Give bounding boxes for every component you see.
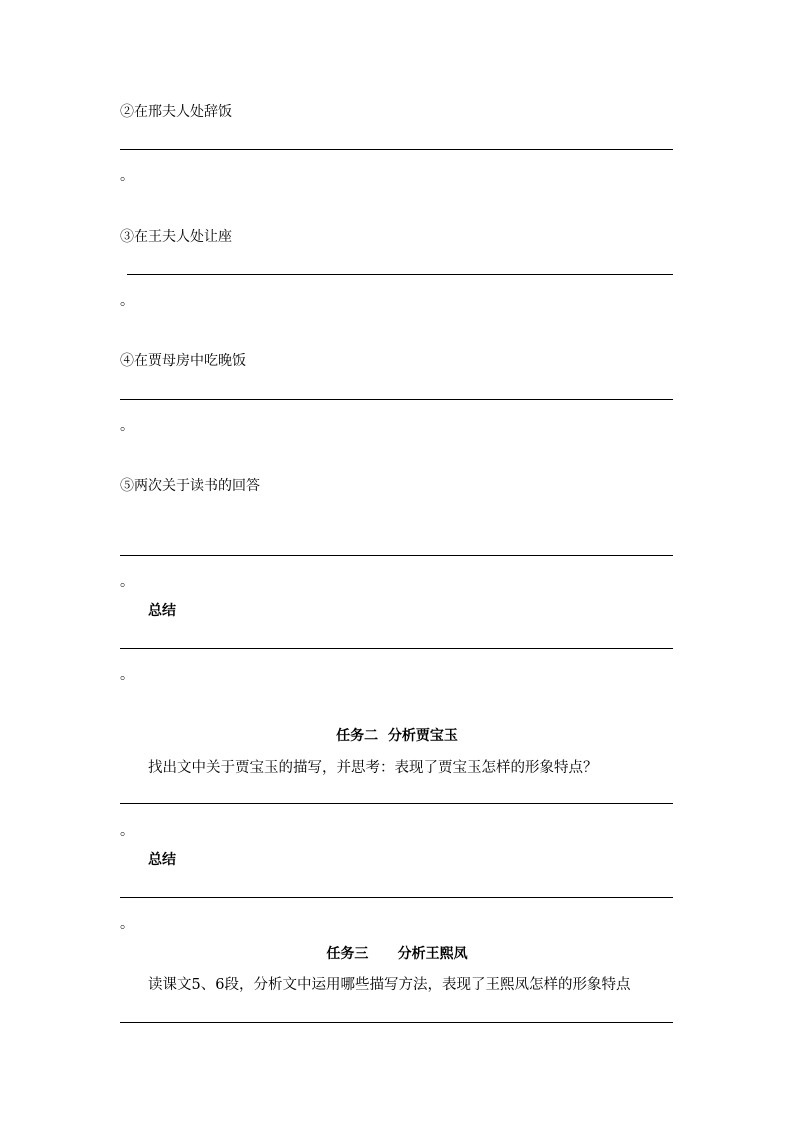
task2-title: 任务二 分析贾宝玉	[336, 728, 458, 744]
period-mark-3: 。	[120, 293, 134, 309]
task2-summary-period: 。	[120, 916, 134, 932]
task2-summary-label: 总结	[148, 852, 176, 868]
answer-line-5[interactable]	[120, 555, 673, 556]
task3-instruction: 读课文5、6段，分析文中运用哪些描写方法，表现了王熙凤怎样的形象特点	[148, 977, 631, 993]
item-label-2: ②在邢夫人处辞饭	[120, 104, 232, 120]
item-label-5: ⑤两次关于读书的回答	[120, 478, 260, 494]
task2-instruction: 找出文中关于贾宝玉的描写，并思考：表现了贾宝玉怎样的形象特点？	[148, 760, 598, 776]
task2-period: 。	[120, 823, 134, 839]
summary-period-1: 。	[120, 667, 134, 683]
answer-line-3[interactable]	[127, 274, 673, 275]
task2-answer-line[interactable]	[120, 803, 673, 804]
item-label-4: ④在贾母房中吃晚饭	[120, 353, 246, 369]
task3-title: 任务三 分析王熙凤	[326, 946, 468, 962]
task3-answer-line[interactable]	[120, 1022, 673, 1023]
period-mark-2: 。	[120, 168, 134, 184]
answer-line-4[interactable]	[120, 399, 673, 400]
period-mark-4: 。	[120, 418, 134, 434]
item-label-3: ③在王夫人处让座	[120, 229, 232, 245]
period-mark-5: 。	[120, 574, 134, 590]
task2-summary-answer-line[interactable]	[120, 897, 673, 898]
summary-label-1: 总结	[148, 603, 176, 619]
summary-answer-line-1[interactable]	[120, 648, 673, 649]
answer-line-2[interactable]	[120, 149, 673, 150]
